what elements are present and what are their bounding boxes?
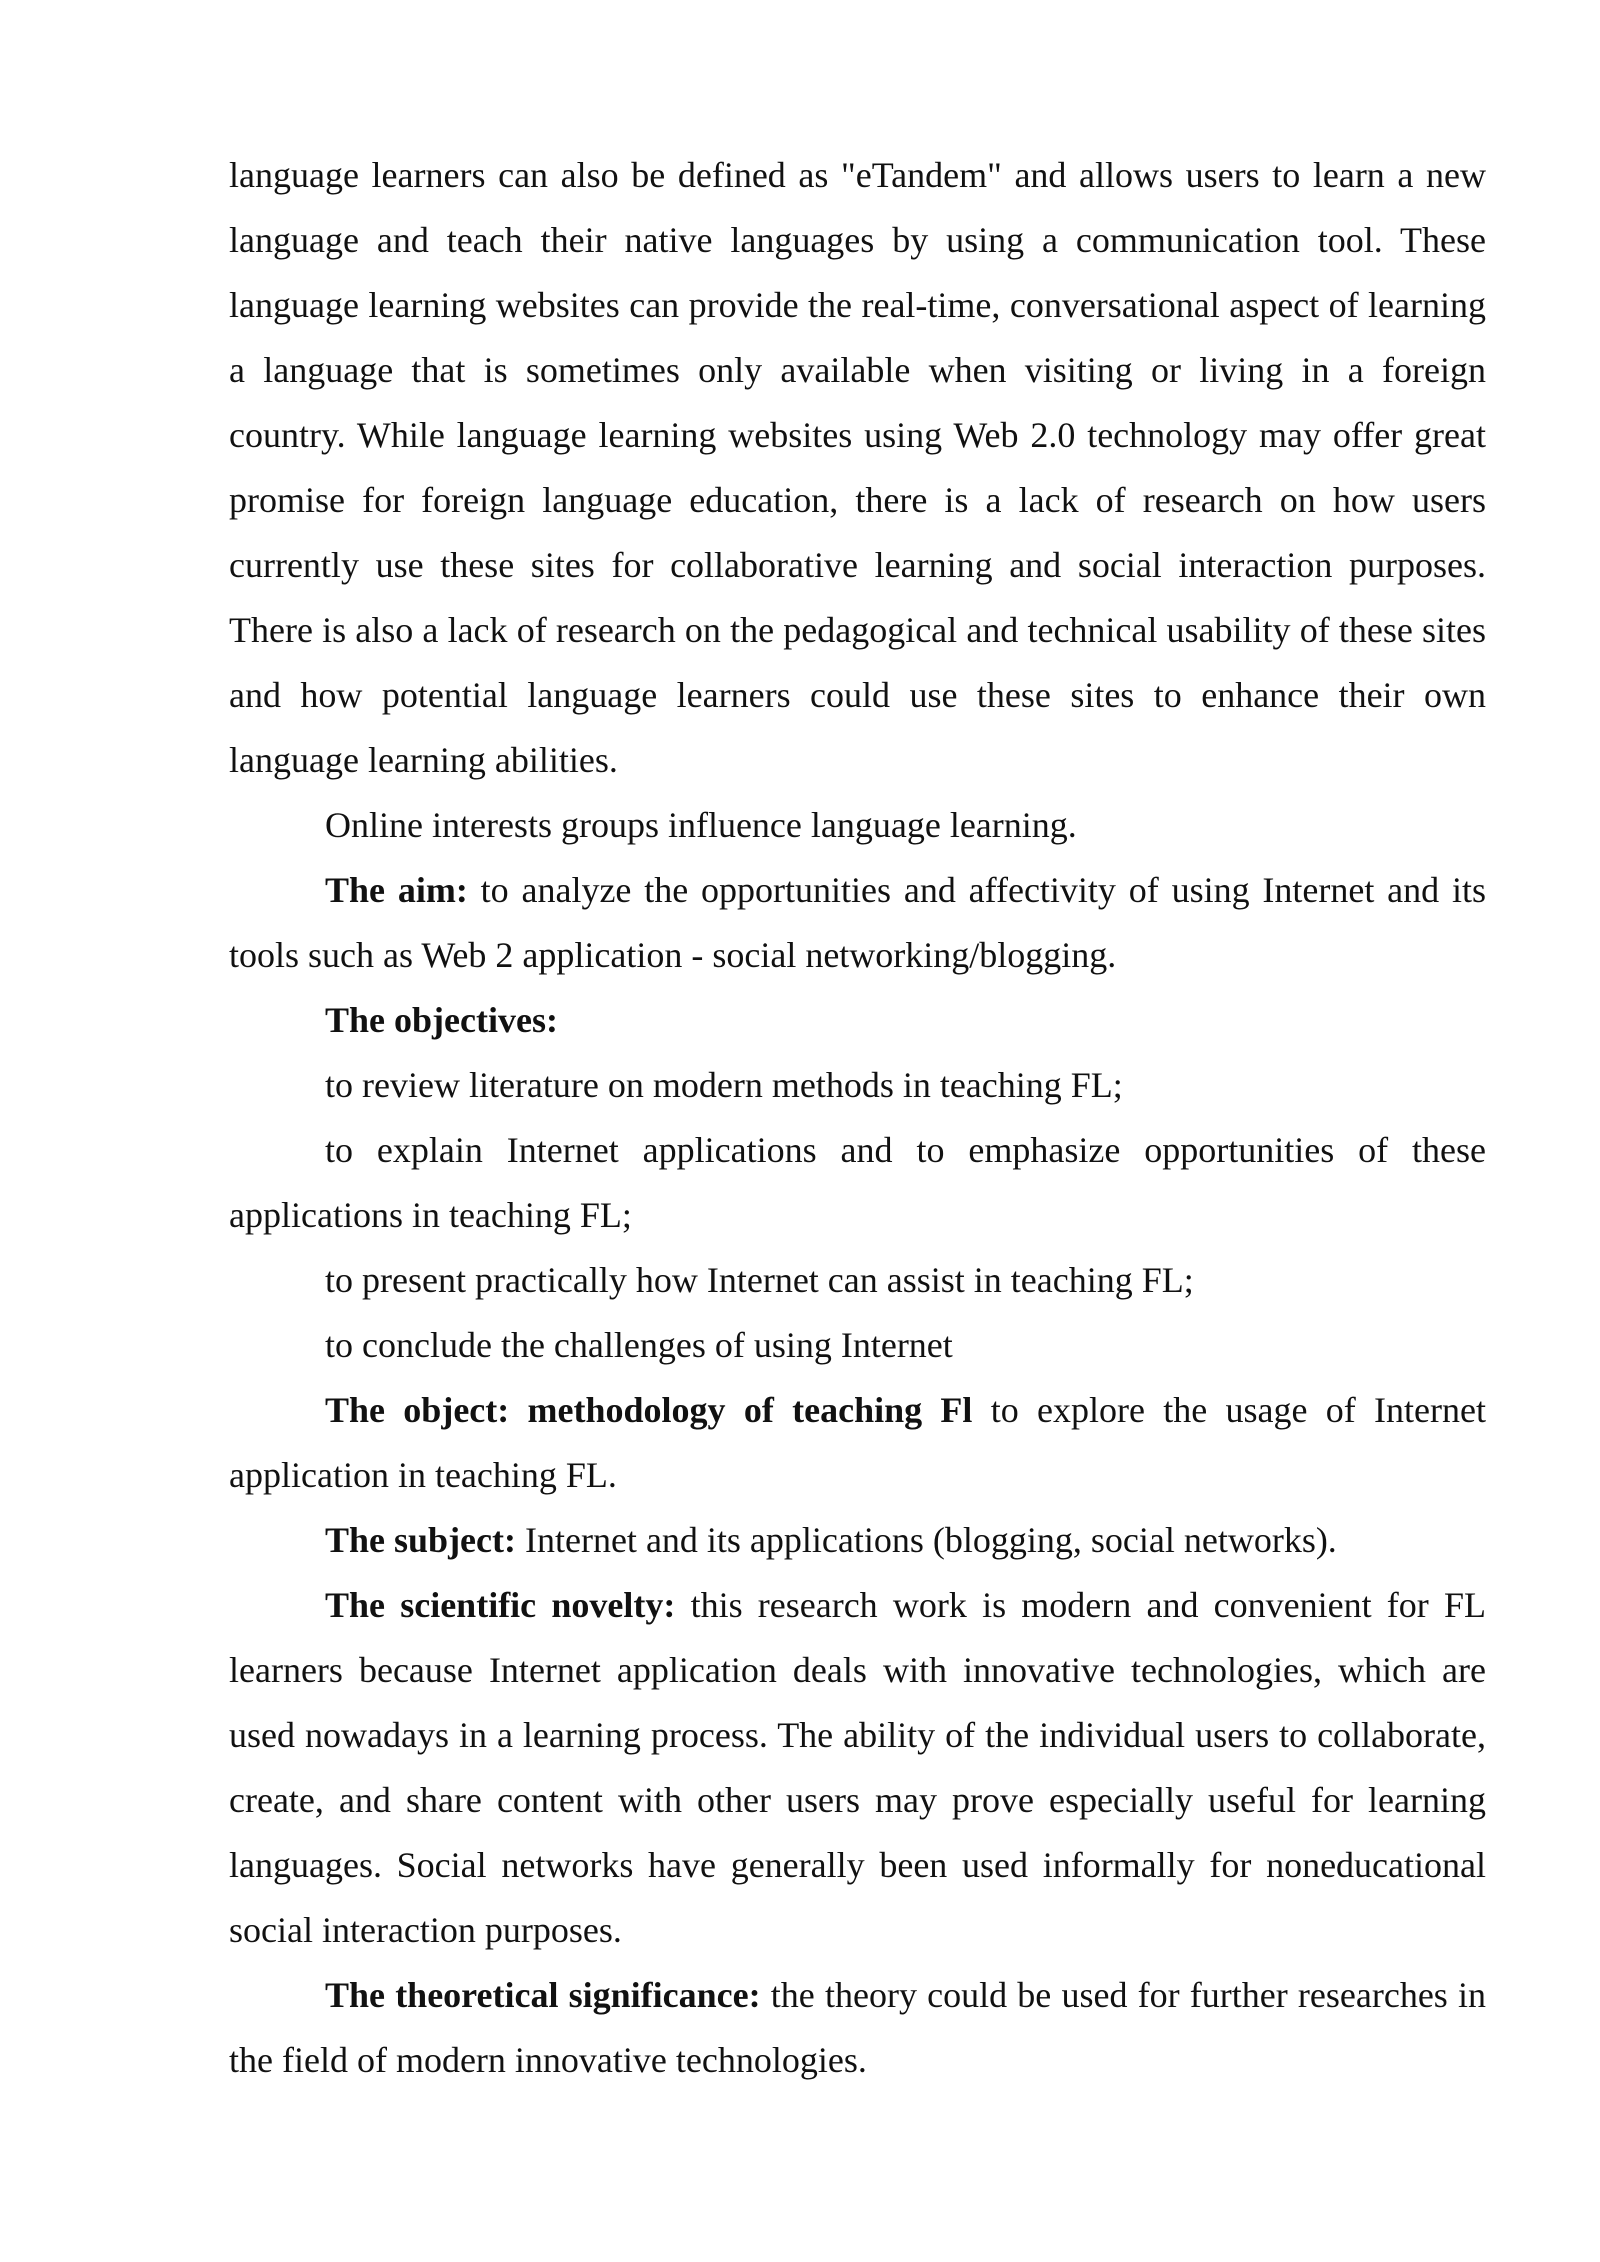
objective-item-2: to explain Internet applications and to emphasize opportunities of these applications in teaching FL; — [229, 1130, 1486, 1235]
object-text: to explore the usage of Internet application in teaching FL. — [229, 1390, 1486, 1495]
objective-item-1: to review literature on modern methods in teaching FL; — [325, 1065, 1123, 1105]
object-label: The object: methodology of teaching Fl — [325, 1390, 973, 1430]
body-text — [229, 143, 1486, 2093]
subject-label: The subject: — [325, 1520, 516, 1560]
paragraph-objectives-heading — [229, 988, 1486, 1053]
significance-text: the theory could be used for further researches in the field of modern innovative technologies. — [229, 1975, 1486, 2080]
novelty-label: The scientific novelty: — [325, 1585, 676, 1625]
paragraph-significance — [229, 1963, 1486, 2093]
subject-text: Internet and its applications (blogging, social networks). — [516, 1520, 1337, 1560]
paragraph-subject — [229, 1508, 1486, 1573]
objective-item-4: to conclude the challenges of using Internet — [325, 1325, 953, 1365]
aim-label: The aim: — [325, 870, 468, 910]
novelty-text: this research work is modern and convenient for FL learners because Internet application deals with innovative technologies, which are used nowadays in a learning process. The ability of the individual users to collaborate, create, and share content with other users may prove especially useful for learning languages. Social networks have generally been used informally for noneducational social interaction purposes. — [229, 1585, 1486, 1950]
aim-text: to analyze the opportunities and affectivity of using Internet and its tools such as Web 2 application - social networking/blogging. — [229, 870, 1486, 975]
paragraph-aim — [229, 858, 1486, 988]
paragraph-online-groups: Online interests groups influence language learning. — [325, 805, 1077, 845]
paragraph-novelty — [229, 1573, 1486, 1963]
significance-label: The theoretical significance: — [325, 1975, 761, 2015]
objective-item-3: to present practically how Internet can assist in teaching FL; — [325, 1260, 1194, 1300]
paragraph-etandem: language learners can also be defined as "eTandem" and allows users to learn a new language and teach their native languages by using a communication tool. These language learning websites can provide the real-time, conversational aspect of learning a language that is sometimes only available when visiting or living in a foreign country. While language learning websites using Web 2.0 technology may offer great promise for foreign language education, there is a lack of research on how users currently use these sites for collaborative learning and social interaction purposes. There is also a lack of research on the pedagogical and technical usability of these sites and how potential language learners could use these sites to enhance their own language learning abilities. — [229, 155, 1486, 780]
objectives-label: The objectives: — [325, 1000, 558, 1040]
paragraph-object — [229, 1378, 1486, 1508]
